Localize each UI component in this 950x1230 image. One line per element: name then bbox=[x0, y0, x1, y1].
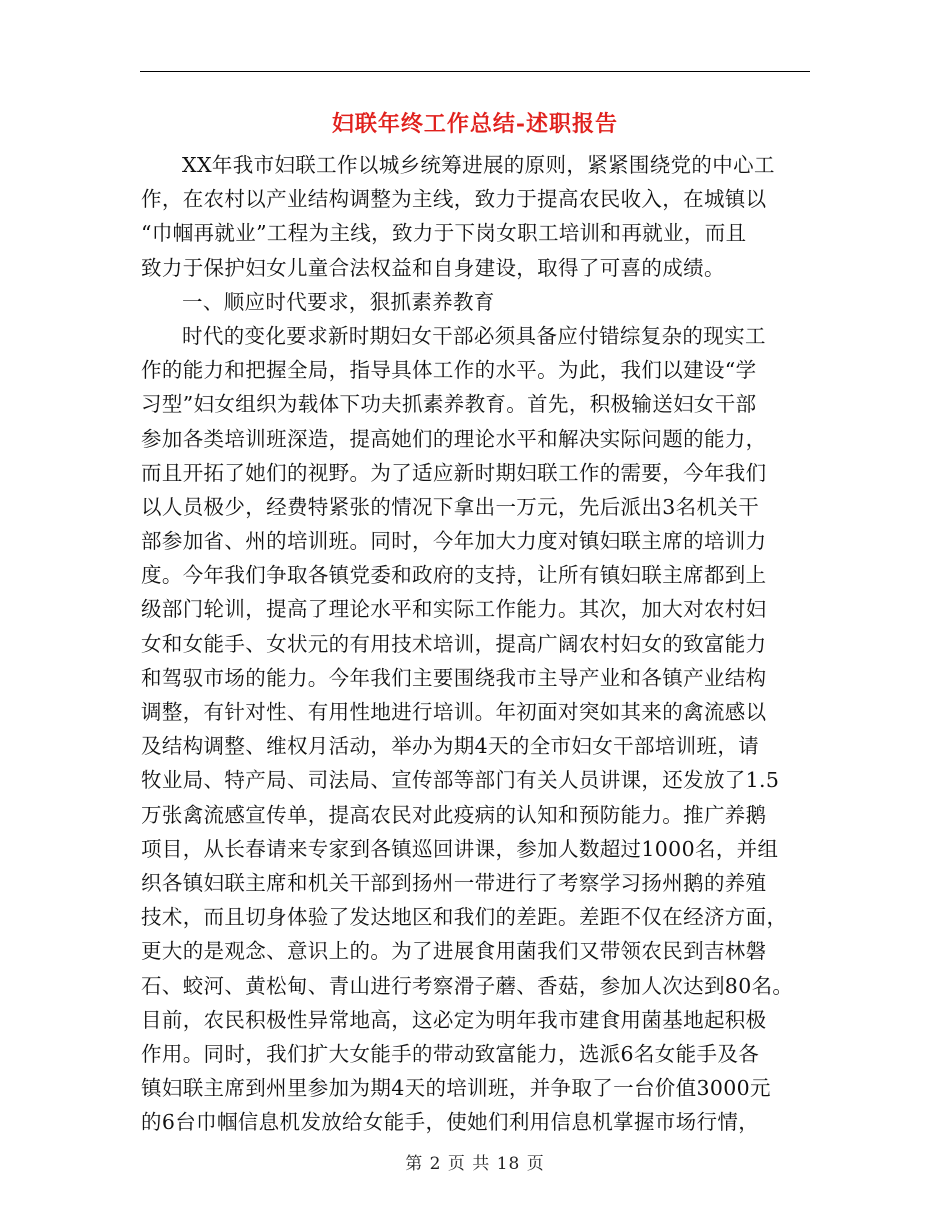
body-line: 时代的变化要求新时期妇女干部必须具备应付错综复杂的现实工 bbox=[182, 323, 766, 348]
body-line: 度。今年我们争取各镇党委和政府的支持，让所有镇妇联主席都到上 bbox=[141, 563, 767, 588]
body-line: 调整，有针对性、有用性地进行培训。年初面对突如其来的禽流感以 bbox=[141, 700, 767, 724]
body-line: 镇妇联主席到州里参加为期4天的培训班，并争取了一台价值3000元 bbox=[141, 1076, 771, 1101]
body-line: 及结构调整、维权月活动，举办为期4天的全市妇女干部培训班，请 bbox=[141, 734, 760, 759]
body-line: 作，在农村以产业结构调整为主线，致力于提高农民收入，在城镇以 bbox=[141, 187, 767, 212]
body-line: 而且开拓了她们的视野。为了适应新时期妇联工作的需要，今年我们 bbox=[141, 460, 767, 485]
body-line: 的6台巾帼信息机发放给女能手，使她们利用信息机掌握市场行情， bbox=[141, 1110, 760, 1135]
header-rule bbox=[140, 71, 810, 72]
page-number-footer: 第 2 页 共 18 页 bbox=[405, 1154, 545, 1174]
body-line: 部参加省、州的培训班。同时，今年加大力度对镇妇联主席的培训力 bbox=[141, 529, 767, 554]
body-line: 和驾驭市场的能力。今年我们主要围绕我市主导产业和各镇产业结构 bbox=[141, 665, 767, 690]
body-line: 技术，而且切身体验了发达地区和我们的差距。差距不仅在经济方面， bbox=[141, 905, 788, 930]
body-line: 万张禽流感宣传单，提高农民对此疫病的认知和预防能力。推广养鹅 bbox=[141, 802, 767, 827]
body-line: 习型”妇女组织为载体下功夫抓素养教育。首先，积极输送妇女干部 bbox=[141, 392, 757, 417]
document-title: 妇联年终工作总结-述职报告 bbox=[331, 111, 619, 137]
body-line: 项目，从长春请来专家到各镇巡回讲课，参加人数超过1000名，并组 bbox=[141, 836, 779, 861]
document-body bbox=[141, 148, 811, 1139]
body-line: 牧业局、特产局、司法局、宣传部等部门有关人员讲课，还发放了1.5 bbox=[141, 768, 780, 793]
body-line: 致力于保护妇女儿童合法权益和自身建设，取得了可喜的成绩。 bbox=[141, 255, 725, 280]
body-line: 织各镇妇联主席和机关干部到扬州一带进行了考察学习扬州鹅的养殖 bbox=[141, 870, 767, 895]
body-line: 女和女能手、女状元的有用技术培训，提高广阔农村妇女的致富能力 bbox=[141, 631, 767, 656]
section-heading: 一、顺应时代要求，狠抓素养教育 bbox=[182, 289, 495, 314]
body-line: “巾帼再就业”工程为主线，致力于下岗女职工培训和再就业，而且 bbox=[141, 221, 747, 246]
body-line: 石、蛟河、黄松甸、青山进行考察滑子蘑、香菇，参加人次达到80名。 bbox=[141, 973, 794, 998]
body-line: 作的能力和把握全局，指导具体工作的水平。为此，我们以建设“学 bbox=[141, 358, 757, 383]
body-line: 以人员极少，经费特紧张的情况下拿出一万元，先后派出3名机关干 bbox=[141, 494, 760, 519]
body-line: XX年我市妇联工作以城乡统筹进展的原则，紧紧围绕党的中心工 bbox=[182, 153, 775, 177]
body-line: 目前，农民积极性异常地高，这必定为明年我市建食用菌基地起积极 bbox=[141, 1007, 767, 1032]
body-line: 作用。同时，我们扩大女能手的带动致富能力，选派6名女能手及各 bbox=[141, 1041, 760, 1066]
body-line: 参加各类培训班深造，提高她们的理论水平和解决实际问题的能力， bbox=[141, 426, 767, 451]
body-line: 更大的是观念、意识上的。为了进展食用菌我们又带领农民到吉林磐 bbox=[141, 939, 767, 964]
body-line: 级部门轮训，提高了理论水平和实际工作能力。其次，加大对农村妇 bbox=[141, 597, 767, 622]
